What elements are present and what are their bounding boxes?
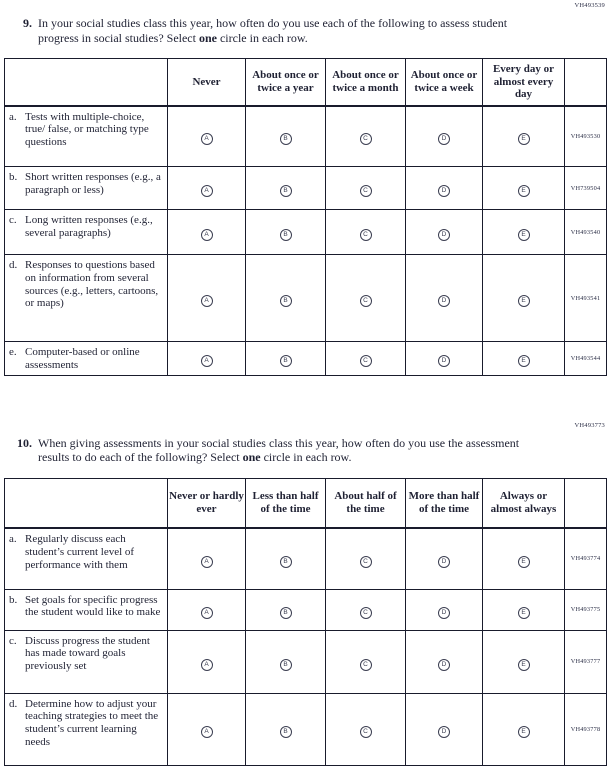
answer-option-cell [483, 589, 565, 630]
frequency-column-header: Never or hardly ever [168, 478, 246, 528]
answer-option-cell [246, 167, 326, 210]
answer-option-cell [483, 528, 565, 589]
answer-bubble-c[interactable]: C [360, 607, 372, 619]
answer-option-cell [246, 630, 326, 693]
answer-bubble-e[interactable]: E [518, 659, 530, 671]
answer-bubble-d[interactable]: D [438, 726, 450, 738]
answer-option-cell [406, 255, 483, 342]
answer-bubble-d[interactable]: D [438, 185, 450, 197]
answer-bubble-b[interactable]: B [280, 355, 292, 367]
item-accession-code: VH493775 [565, 589, 607, 630]
table-row [5, 210, 607, 255]
item-accession-code: VH493774 [565, 528, 607, 589]
answer-option-cell [326, 528, 406, 589]
answer-option-cell [406, 167, 483, 210]
answer-option-cell [168, 106, 246, 167]
frequency-column-header: Never [168, 59, 246, 106]
row-label-text: Tests with multiple-choice, true/ false, or matching type questions [25, 110, 149, 149]
row-label-column-header [5, 478, 168, 528]
frequency-column-header: More than half of the time [406, 478, 483, 528]
answer-option-cell [483, 106, 565, 167]
emphasized-word: one [198, 30, 217, 45]
answer-option-cell [326, 630, 406, 693]
frequency-column-header: Always or almost always [483, 478, 565, 528]
table-row [5, 106, 607, 167]
answer-bubble-a[interactable]: A [201, 607, 213, 619]
answer-bubble-b[interactable]: B [280, 726, 292, 738]
row-letter: e. [9, 346, 17, 358]
answer-bubble-a[interactable]: A [201, 726, 213, 738]
answer-option-cell [326, 342, 406, 376]
answer-bubble-a[interactable]: A [201, 185, 213, 197]
answer-bubble-b[interactable]: B [280, 556, 292, 568]
answer-bubble-b[interactable]: B [280, 295, 292, 307]
item-accession-code: VH493544 [565, 342, 607, 376]
table-row [5, 528, 607, 589]
answer-bubble-d[interactable]: D [438, 659, 450, 671]
frequency-column-header: About once or twice a month [326, 59, 406, 106]
question-9-number: 9. [23, 16, 32, 30]
row-letter: d. [9, 697, 18, 710]
answer-option-cell [326, 693, 406, 765]
question-9-response-table [4, 58, 607, 376]
answer-option-cell [483, 342, 565, 376]
answer-option-cell [326, 255, 406, 342]
answer-option-cell [406, 342, 483, 376]
question-9-text [38, 16, 540, 45]
answer-option-cell [246, 106, 326, 167]
answer-option-cell [246, 589, 326, 630]
answer-option-cell [483, 693, 565, 765]
row-letter: a. [9, 533, 17, 546]
row-letter: a. [9, 110, 17, 123]
answer-bubble-a[interactable]: A [201, 229, 213, 241]
answer-option-cell [168, 255, 246, 342]
row-label [5, 698, 164, 749]
row-letter: b. [9, 593, 18, 606]
row-letter: b. [9, 171, 18, 183]
frequency-column-header: About half of the time [326, 478, 406, 528]
row-label-cell [5, 167, 168, 210]
answer-bubble-c[interactable]: C [360, 133, 372, 145]
answer-bubble-c[interactable]: C [360, 726, 372, 738]
answer-bubble-c[interactable]: C [360, 295, 372, 307]
answer-option-cell [406, 630, 483, 693]
item-accession-code: VH739504 [565, 167, 607, 210]
table-row [5, 693, 607, 765]
frequency-column-header: About once or twice a year [246, 59, 326, 106]
answer-bubble-e[interactable]: E [518, 295, 530, 307]
code-column-header [565, 478, 607, 528]
answer-bubble-e[interactable]: E [518, 229, 530, 241]
row-label [5, 594, 164, 620]
answer-bubble-e[interactable]: E [518, 607, 530, 619]
answer-option-cell [406, 528, 483, 589]
answer-bubble-d[interactable]: D [438, 295, 450, 307]
answer-option-cell [326, 106, 406, 167]
item-accession-code: VH493778 [565, 693, 607, 765]
row-label-cell [5, 528, 168, 589]
row-letter: d. [9, 259, 18, 271]
question-10-text [38, 436, 540, 465]
answer-option-cell [483, 630, 565, 693]
row-label-cell [5, 589, 168, 630]
answer-bubble-d[interactable]: D [438, 556, 450, 568]
answer-option-cell [168, 167, 246, 210]
question-text-segment: In your social studies class this year, how often do you use each of the following to assess student progress in social studies? Select [38, 16, 508, 45]
row-label [5, 171, 164, 197]
answer-bubble-d[interactable]: D [438, 607, 450, 619]
row-label [5, 111, 164, 149]
answer-option-cell [406, 589, 483, 630]
answer-bubble-c[interactable]: C [360, 556, 372, 568]
answer-bubble-e[interactable]: E [518, 726, 530, 738]
table-row [5, 589, 607, 630]
question-10-vh-code: VH493773 [574, 421, 605, 429]
table-row [5, 255, 607, 342]
row-label-text: Long written responses (e.g., several paragraphs) [25, 214, 153, 239]
item-accession-code: VH493540 [565, 210, 607, 255]
question-text-segment: When giving assessments in your social studies class this year, how often do you use the assessment results to do each of the following? Select [38, 435, 520, 465]
row-label-cell [5, 693, 168, 765]
answer-bubble-d[interactable]: D [438, 355, 450, 367]
row-letter: c. [9, 634, 17, 647]
answer-bubble-c[interactable]: C [360, 659, 372, 671]
answer-bubble-e[interactable]: E [518, 133, 530, 145]
answer-bubble-a[interactable]: A [201, 355, 213, 367]
row-label-text: Discuss progress the student has made toward goals previously set [25, 634, 150, 673]
answer-bubble-a[interactable]: A [201, 556, 213, 568]
answer-option-cell [483, 255, 565, 342]
question-text-segment: circle in each row. [260, 450, 352, 465]
answer-bubble-b[interactable]: B [280, 659, 292, 671]
answer-option-cell [168, 589, 246, 630]
answer-bubble-e[interactable]: E [518, 185, 530, 197]
frequency-column-header: Every day or almost every day [483, 59, 565, 106]
answer-option-cell [168, 210, 246, 255]
row-label-text: Short written responses (e.g., a paragraph or less) [25, 171, 161, 196]
row-label-cell [5, 342, 168, 376]
row-label-cell [5, 210, 168, 255]
question-10 [0, 422, 610, 766]
answer-option-cell [326, 167, 406, 210]
emphasized-word: one [242, 450, 261, 465]
row-label-cell [5, 630, 168, 693]
answer-bubble-e[interactable]: E [518, 355, 530, 367]
table-row [5, 167, 607, 210]
question-10-number: 10. [17, 435, 32, 450]
frequency-column-header: Less than half of the time [246, 478, 326, 528]
item-accession-code: VH493541 [565, 255, 607, 342]
row-label [5, 259, 164, 310]
answer-option-cell [168, 528, 246, 589]
row-label-cell [5, 106, 168, 167]
question-text-segment: circle in each row. [216, 30, 308, 45]
answer-bubble-d[interactable]: D [438, 133, 450, 145]
question-10-prompt [12, 436, 610, 465]
row-label-text: Determine how to adjust your teaching strategies to meet the student’s current learning needs [25, 697, 159, 748]
answer-bubble-b[interactable]: B [280, 229, 292, 241]
answer-option-cell [168, 693, 246, 765]
table-row [5, 630, 607, 693]
row-label [5, 533, 164, 571]
table-row [5, 342, 607, 376]
header-row [5, 478, 607, 528]
row-label [5, 635, 164, 673]
answer-option-cell [406, 106, 483, 167]
row-label-text: Computer-based or online assessments [25, 346, 140, 371]
answer-bubble-a[interactable]: A [201, 295, 213, 307]
row-label-text: Regularly discuss each student’s current level of performance with them [25, 533, 135, 571]
row-label [5, 346, 164, 372]
question-10-response-table [4, 478, 607, 766]
answer-option-cell [406, 693, 483, 765]
answer-bubble-a[interactable]: A [201, 659, 213, 671]
row-letter: c. [9, 214, 17, 226]
answer-bubble-d[interactable]: D [438, 229, 450, 241]
answer-bubble-b[interactable]: B [280, 607, 292, 619]
row-label-column-header [5, 59, 168, 106]
answer-bubble-c[interactable]: C [360, 185, 372, 197]
answer-bubble-c[interactable]: C [360, 229, 372, 241]
question-9-vh-code: VH493539 [574, 2, 605, 9]
answer-option-cell [246, 528, 326, 589]
item-accession-code: VH493777 [565, 630, 607, 693]
answer-bubble-b[interactable]: B [280, 185, 292, 197]
answer-option-cell [246, 693, 326, 765]
answer-bubble-c[interactable]: C [360, 355, 372, 367]
answer-option-cell [168, 630, 246, 693]
answer-option-cell [246, 210, 326, 255]
answer-bubble-a[interactable]: A [201, 133, 213, 145]
header-row [5, 59, 607, 106]
answer-option-cell [326, 589, 406, 630]
answer-option-cell [246, 342, 326, 376]
row-label-cell [5, 255, 168, 342]
row-label-text: Responses to questions based on information from several sources (e.g., letters, cartoons, or maps) [25, 259, 159, 310]
answer-option-cell [406, 210, 483, 255]
row-label-text: Set goals for specific progress the student would like to make [25, 593, 161, 619]
answer-option-cell [246, 255, 326, 342]
frequency-column-header: About once or twice a week [406, 59, 483, 106]
code-column-header [565, 59, 607, 106]
question-9-prompt [12, 16, 610, 45]
answer-option-cell [483, 210, 565, 255]
answer-bubble-e[interactable]: E [518, 556, 530, 568]
answer-option-cell [483, 167, 565, 210]
answer-bubble-b[interactable]: B [280, 133, 292, 145]
row-label [5, 214, 164, 240]
question-9 [0, 2, 610, 376]
item-accession-code: VH493530 [565, 106, 607, 167]
answer-option-cell [168, 342, 246, 376]
answer-option-cell [326, 210, 406, 255]
